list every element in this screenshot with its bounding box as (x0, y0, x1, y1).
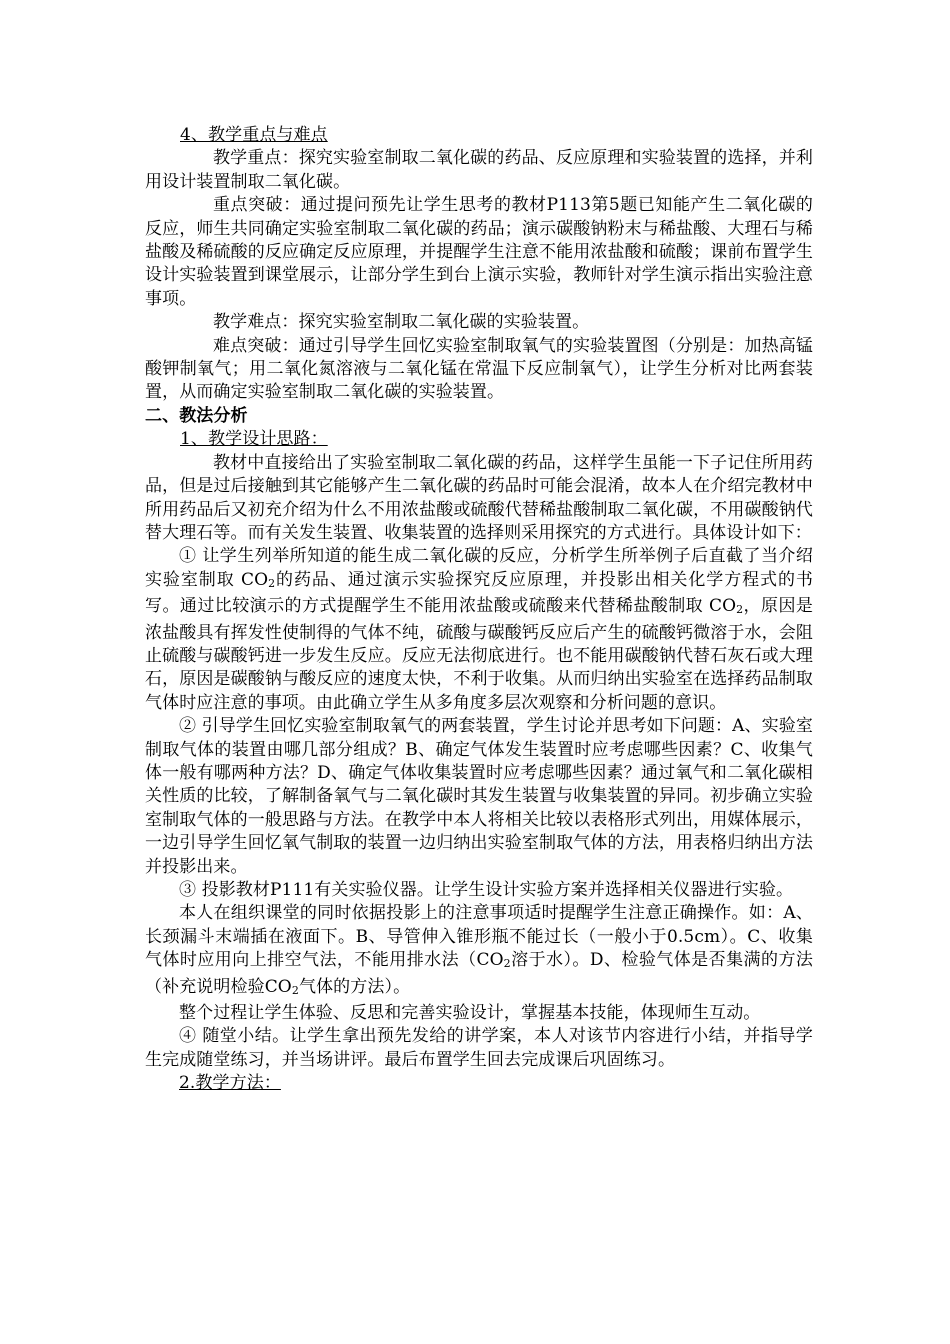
document-page (145, 124, 813, 1096)
notes-text-c: 气体的方法）。 (298, 976, 411, 997)
item-1-text-c: ，原因是浓盐酸具有挥发性使制得的气体不纯，硫酸与碳酸钙反应后产生的硫酸钙微溶于水，会阻止硫酸与碳酸钙进一步发生反应。反应无法彻底进行。也不能用碳酸钠代替石灰石或大理石，原因是碳酸钠与酸反应的速度太快，不利于收集。从而归纳出实验室在选择药品制取气体时应注意的事项。由此确立学生从多角度多层次观察和分析问题的意识。 (145, 596, 813, 713)
co2-subscript: 2 (736, 603, 744, 617)
design-intro-paragraph: 教材中直接给出了实验室制取二氧化碳的药品，这样学生虽能一下子记住所用药品，但是过后接触到其它能够产生二氧化碳的药品时可能会混淆，故本人在介绍完教材中所用药品后又初充介绍为什么不用浓盐酸或硫酸代替稀盐酸制取二氧化碳，不用碳酸钠代替大理石等。而有关发生装置、收集装置的选择则采用探究的方式进行。具体设计如下： (145, 452, 813, 543)
chapter-2-heading: 二、教法分析 (145, 405, 248, 426)
item-4-paragraph: ④ 随堂小结。让学生拿出预先发给的讲学案，本人对该节内容进行小结，并指导学生完成随堂练习，并当场讲评。最后布置学生回去完成课后巩固练习。 (145, 1026, 813, 1070)
co2-subscript: 2 (268, 576, 276, 590)
key-point-paragraph: 教学重点：探究实验室制取二氧化碳的药品、反应原理和实验装置的选择，并利用设计装置制取二氧化碳。 (145, 148, 813, 192)
item-1-text-b: 的药品、通过演示实验探究反应原理，并投影出相关化学方程式的书写。通过比较演示的方式提醒学生不能用浓盐酸或硫酸来代替稀盐酸制取 CO (145, 569, 813, 617)
notes-text-a: 本人在组织课堂的同时依据投影上的注意事项适时提醒学生注意正确操作。如：A、长颈漏斗末端插在液面下。B、导管伸入锥形瓶不能过长（一般小于0.5cm）。C、收集气体时应用向上排空气法，不能用排水法（CO (145, 903, 813, 971)
item-1-paragraph (145, 545, 813, 715)
key-breakthrough-paragraph: 重点突破：通过提问预先让学生思考的教材P113第5题已知能产生二氧化碳的反应，师生共同确定实验室制取二氧化碳的药品；演示碳酸钠粉末与稀盐酸、大理石与稀盐酸及稀硫酸的反应确定反应原理，并提醒学生注意不能用浓盐酸和硫酸；课前布置学生设计实验装置到课堂展示，让部分学生到台上演示实验，教师针对学生演示指出实验注意事项。 (145, 195, 813, 309)
item-1-text-a: ① 让学生列举所知道的能生成二氧化碳的反应，分析学生所举例子后直截了当介绍实验室制取 CO (145, 546, 813, 590)
difficulty-breakthrough-paragraph: 难点突破：通过引导学生回忆实验室制取氧气的实验装置图（分别是：加热高锰酸钾制氧气；用二氧化氮溶液与二氧化锰在常温下反应制氧气），让学生分析对比两套装置，从而确定实验室制取二氧化碳的实验装置。 (145, 335, 813, 403)
teaching-methods-title: 2.教学方法： (179, 1073, 281, 1094)
item-3-paragraph: ③ 投影教材P111有关实验仪器。让学生设计实验方案并选择相关仪器进行实验。 (179, 880, 794, 900)
notes-paragraph (145, 902, 813, 1002)
whole-process-paragraph: 整个过程让学生体验、反思和完善实验设计，掌握基本技能，体现师生互动。 (179, 1003, 761, 1024)
design-ideas-title: 1、教学设计思路： (180, 429, 328, 450)
notes-text-b: 溶于水）。D、检验气体是否集满的方法（补充说明检验CO (145, 950, 813, 997)
co2-subscript: 2 (503, 957, 511, 971)
item-2-paragraph: ② 引导学生回忆实验室制取氧气的两套装置，学生讨论并思考如下问题：A、实验室制取气体的装置由哪几部分组成？B、确定气体发生装置时应考虑哪些因素？C、收集气体一般有哪两种方法？D、确定气体收集装置时应考虑哪些因素？通过氧气和二氧化碳相关性质的比较，了解制备氧气与二氧化碳时其发生装置与收集装置的异同。初步确立实验室制取气体的一般思路与方法。在教学中本人将相关比较以表格形式列出，用媒体展示，一边引导学生回忆氧气制取的装置一边归纳出实验室制取气体的方法，用表格归纳出方法并投影出来。 (145, 716, 813, 877)
co2-subscript: 2 (291, 983, 299, 997)
difficulty-paragraph: 教学难点：探究实验室制取二氧化碳的实验装置。 (213, 312, 590, 333)
section-4-title: 4、教学重点与难点 (180, 125, 328, 145)
